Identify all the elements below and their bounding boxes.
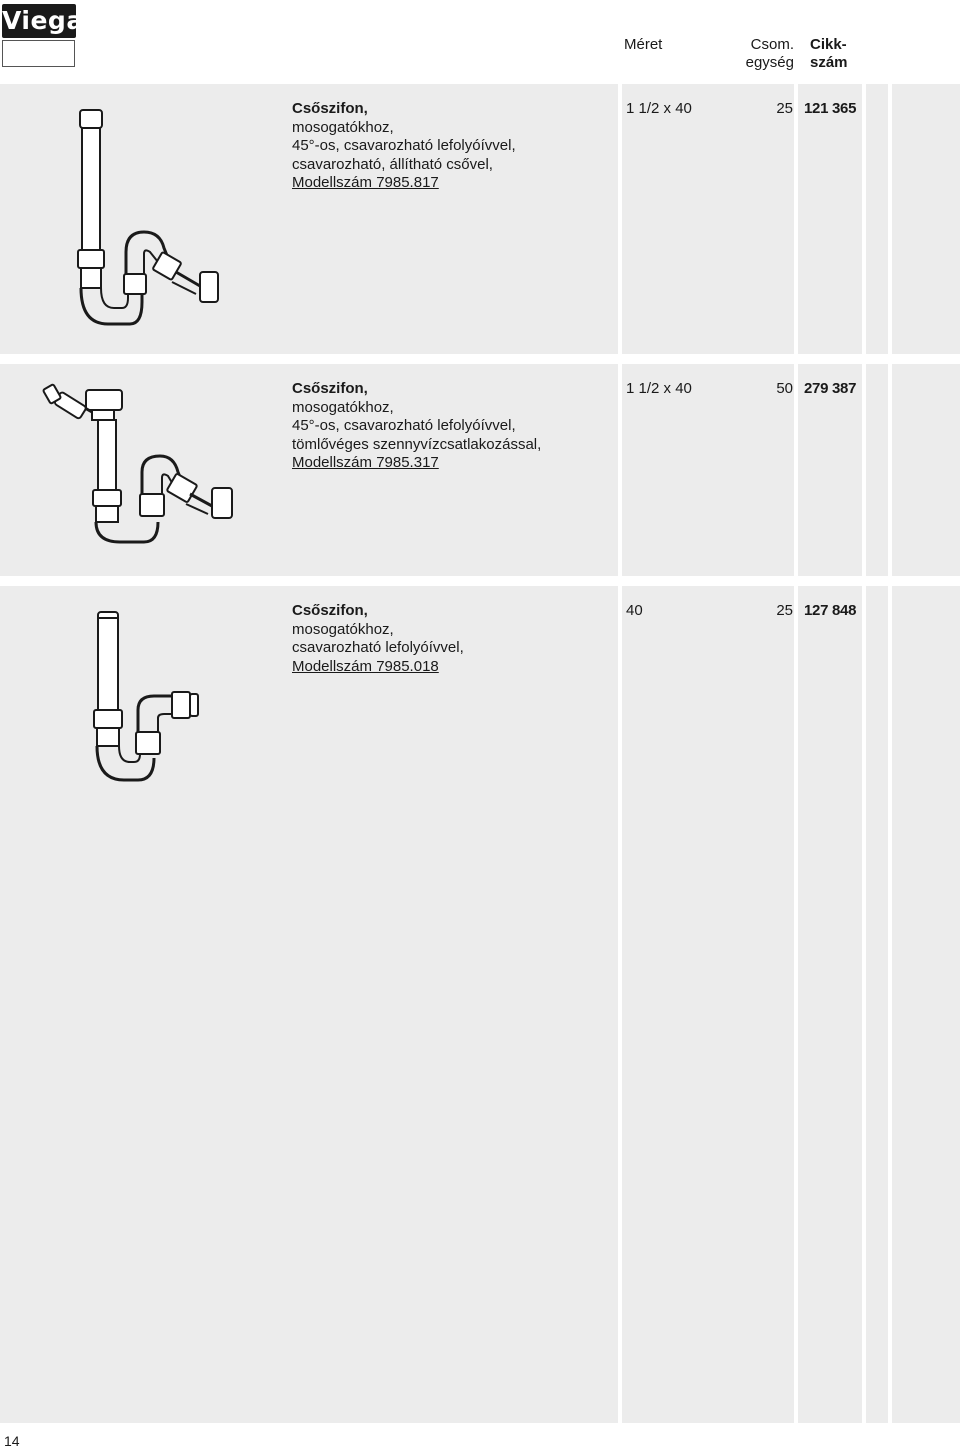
row-band-pack-unit — [798, 84, 862, 354]
row-band-size — [622, 586, 794, 1423]
column-header-size: Méret — [624, 36, 663, 53]
product-line: csavarozható, állítható csővel, — [292, 155, 493, 173]
product-article-number: 127 848 — [804, 602, 857, 619]
pipe-siphon-hose-connector-icon — [40, 382, 250, 547]
model-number-link[interactable]: Modellszám 7985.317 — [292, 454, 439, 471]
product-article-number: 121 365 — [804, 100, 857, 117]
model-number-link[interactable]: Modellszám 7985.817 — [292, 174, 439, 191]
product-title: Csőszifon, — [292, 380, 368, 397]
product-description-1 — [292, 100, 516, 193]
row-band-col-5 — [892, 84, 960, 354]
row-band-col-4 — [866, 84, 888, 354]
product-article-number: 279 387 — [804, 380, 857, 397]
row-band-col-4 — [866, 586, 888, 1423]
row-band-col-5 — [892, 364, 960, 576]
column-header-article-number: Cikk- szám — [810, 36, 848, 71]
product-row-3 — [0, 586, 960, 1423]
product-title: Csőszifon, — [292, 100, 368, 117]
product-line: 45°-os, csavarozható lefolyóívvel, — [292, 417, 516, 434]
product-size: 1 1/2 x 40 — [626, 100, 692, 117]
row-band-pack-unit — [798, 586, 862, 1423]
product-title: Csőszifon, — [292, 602, 368, 619]
product-line: mosogatókhoz, — [292, 620, 394, 638]
pipe-siphon-adjustable-icon — [68, 102, 228, 332]
product-line: tömlővéges szennyvízcsatlakozással, — [292, 435, 542, 453]
page-number: 14 — [4, 1433, 20, 1449]
product-size: 1 1/2 x 40 — [626, 380, 692, 397]
product-pack-unit: 50 — [776, 380, 793, 397]
product-line: mosogatókhoz, — [292, 398, 394, 416]
product-description-3 — [292, 602, 464, 676]
product-line: 45°-os, csavarozható lefolyóívvel, — [292, 137, 516, 154]
column-header-pack-unit: Csom. egység — [745, 36, 794, 71]
viega-logo: Viega — [2, 4, 76, 38]
row-band-size — [622, 84, 794, 354]
logo-plate — [2, 40, 75, 67]
product-pack-unit: 25 — [776, 602, 793, 619]
product-line: csavarozható lefolyóívvel, — [292, 639, 464, 656]
row-band-col-5 — [892, 586, 960, 1423]
product-line: mosogatókhoz, — [292, 118, 394, 136]
product-row-2 — [0, 364, 960, 576]
row-band-col-4 — [866, 364, 888, 576]
product-pack-unit: 25 — [776, 100, 793, 117]
product-row-1 — [0, 84, 960, 354]
model-number-link[interactable]: Modellszám 7985.018 — [292, 657, 439, 675]
product-size: 40 — [626, 602, 643, 619]
product-description-2 — [292, 380, 541, 473]
pipe-siphon-elbow-icon — [86, 606, 206, 786]
